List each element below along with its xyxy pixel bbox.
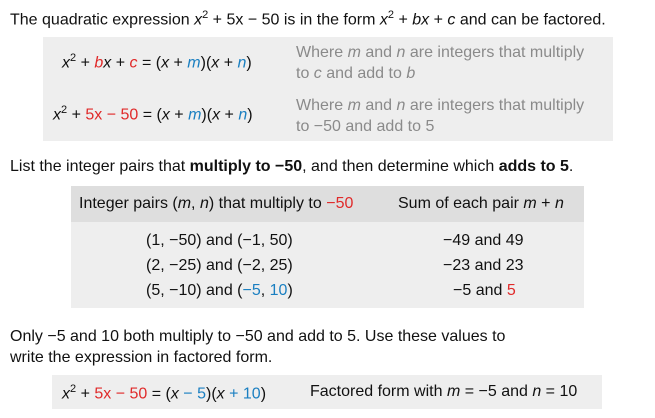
- factored-form-note: Factored form with m = −5 and n = 10: [310, 383, 578, 400]
- specific-form-note: Where m and n are integers that multiply to −50 and add to 5: [296, 97, 585, 135]
- general-form-note: Where m and n are integers that multiply to c and add to b: [296, 44, 585, 82]
- pair-cell: (5, −10) and (−5, 10): [146, 282, 293, 299]
- sum-cell: −23 and 23: [443, 257, 524, 274]
- conclusion-text: Only −5 and 10 both multiply to −50 and add to 5. Use these values to write the expression in factored form.: [10, 328, 506, 366]
- sum-cell: −49 and 49: [443, 232, 524, 249]
- specific-form-equation: $x^2 + 5x - 50 = (x + m)(x + n)$: [53, 104, 253, 124]
- header-integer-pairs: Integer pairs (m, n) that multiply to −50: [79, 195, 354, 212]
- general-form-equation: $x^2$ + bx + c = (x + m)(x + n): [62, 52, 252, 72]
- sum-cell: −5 and 5: [453, 282, 516, 299]
- header-sum-of-pair: Sum of each pair m + n: [398, 195, 564, 212]
- intro-text: The quadratic expression $x^2 + 5x - 50$ is in the form $x^2$ + bx + c and can be factored.: [10, 9, 606, 29]
- instruction-text: List the integer pairs that multiply to −50, and then determine which adds to 5.: [10, 158, 574, 175]
- pair-cell: (1, −50) and (−1, 50): [146, 232, 293, 249]
- factored-form-equation: $x^2 + 5x - 50 = (x - 5)(x + 10)$: [62, 383, 267, 403]
- pair-cell: (2, −25) and (−2, 25): [146, 257, 293, 274]
